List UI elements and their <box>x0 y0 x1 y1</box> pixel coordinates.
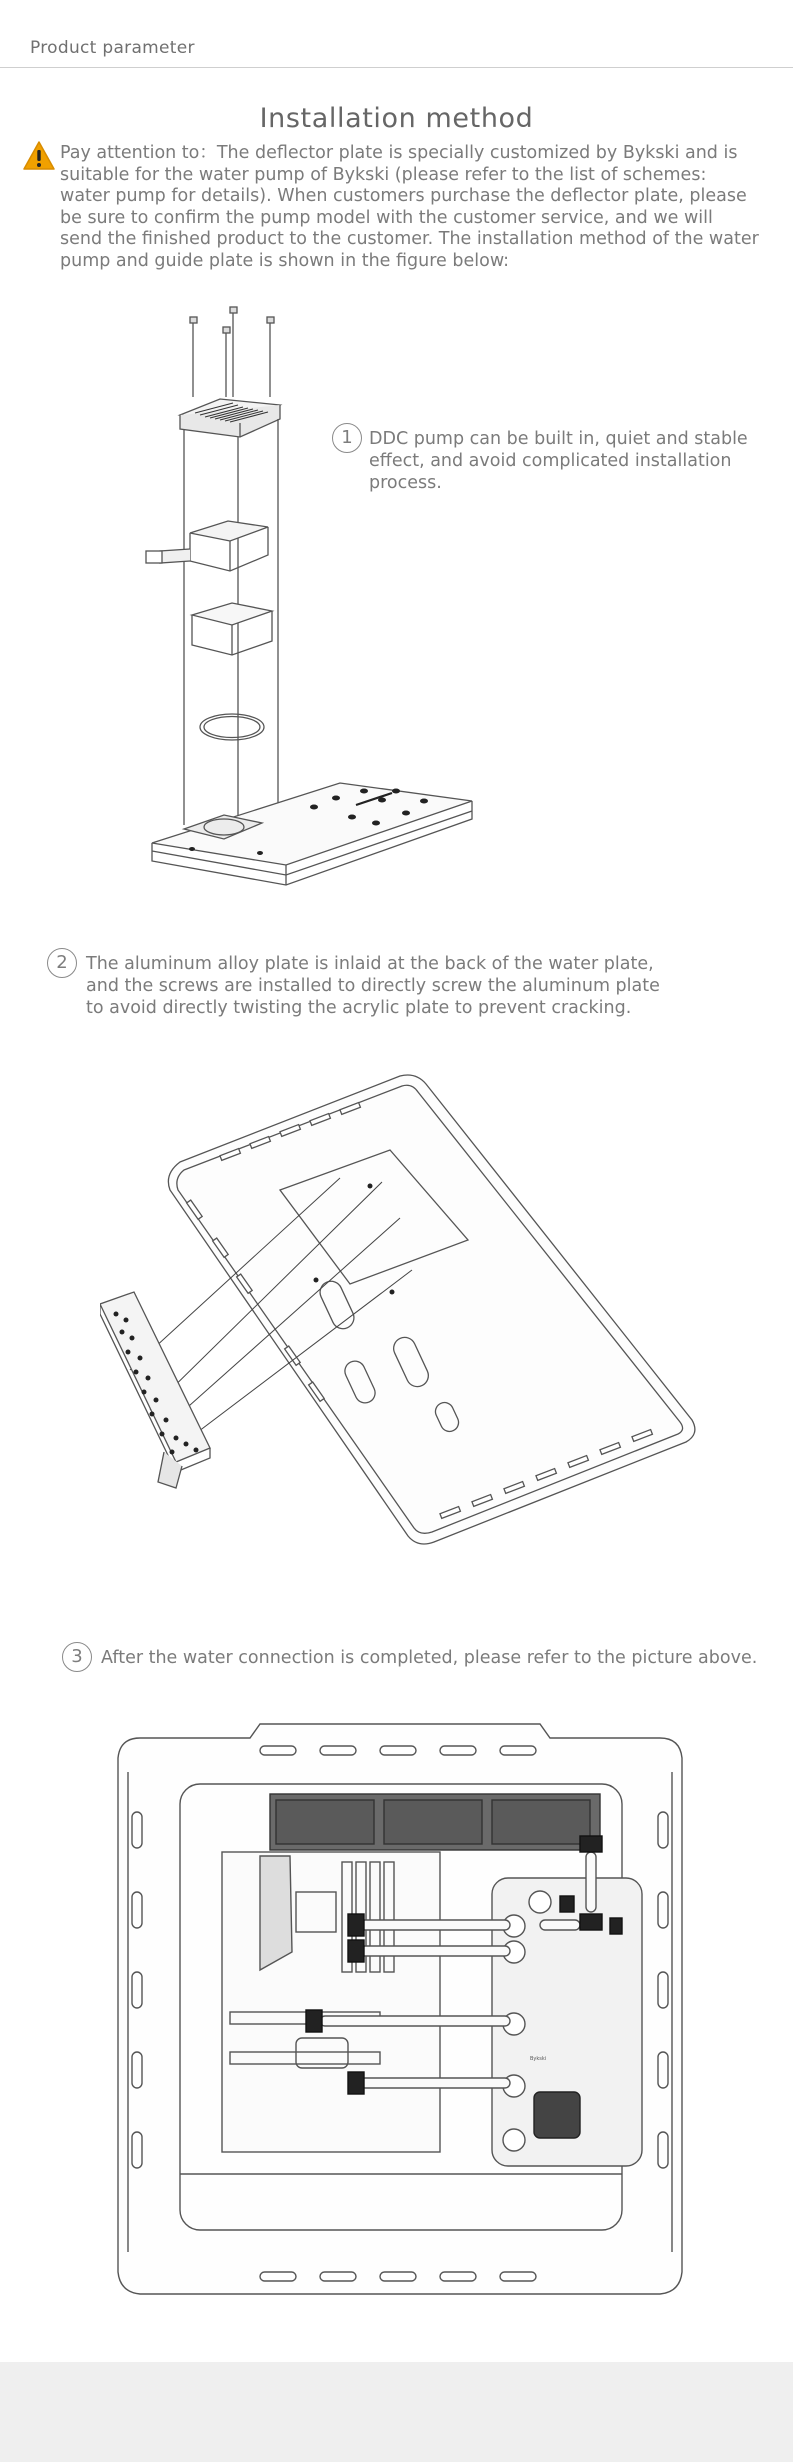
screws <box>190 307 274 397</box>
step-3-text: After the water connection is completed, please refer to the picture above. <box>101 1648 758 1668</box>
header-label: Product parameter <box>30 38 195 58</box>
step-3-number: 3 <box>62 1642 92 1672</box>
chassis-figure <box>110 1712 690 2342</box>
warning-icon <box>22 140 56 172</box>
step-1-text: DDC pump can be built in, quiet and stable effect, and avoid complicated installation process. <box>369 429 748 493</box>
step-2-text: The aluminum alloy plate is inlaid at the back of the water plate, and the screws are installed to directly screw the aluminum plate to avoid directly twisting the acrylic plate to prevent cracking. <box>86 954 660 1018</box>
page-title: Installation method <box>259 103 534 134</box>
notice-text: Pay attention to：The deflector plate is specially customized by Bykski and is suitable for the water pump of Bykski (please refer to the list of schemes: water pump for details). When customers purchase the deflector plate, please be sure to confirm the pump model with the customer service, and we will send the finished product to the customer. The installation method of the water pump and guide plate is shown in the figure below: <box>60 143 759 271</box>
step-2-number: 2 <box>47 948 77 978</box>
footer-band <box>0 2362 793 2462</box>
plate-assembly-figure <box>100 1070 700 1570</box>
pump-exploded-figure <box>140 305 480 905</box>
header-divider <box>0 67 793 68</box>
figure-label: Bykski <box>530 2056 547 2062</box>
header-bar <box>0 0 793 68</box>
step-1-number: 1 <box>332 423 362 453</box>
